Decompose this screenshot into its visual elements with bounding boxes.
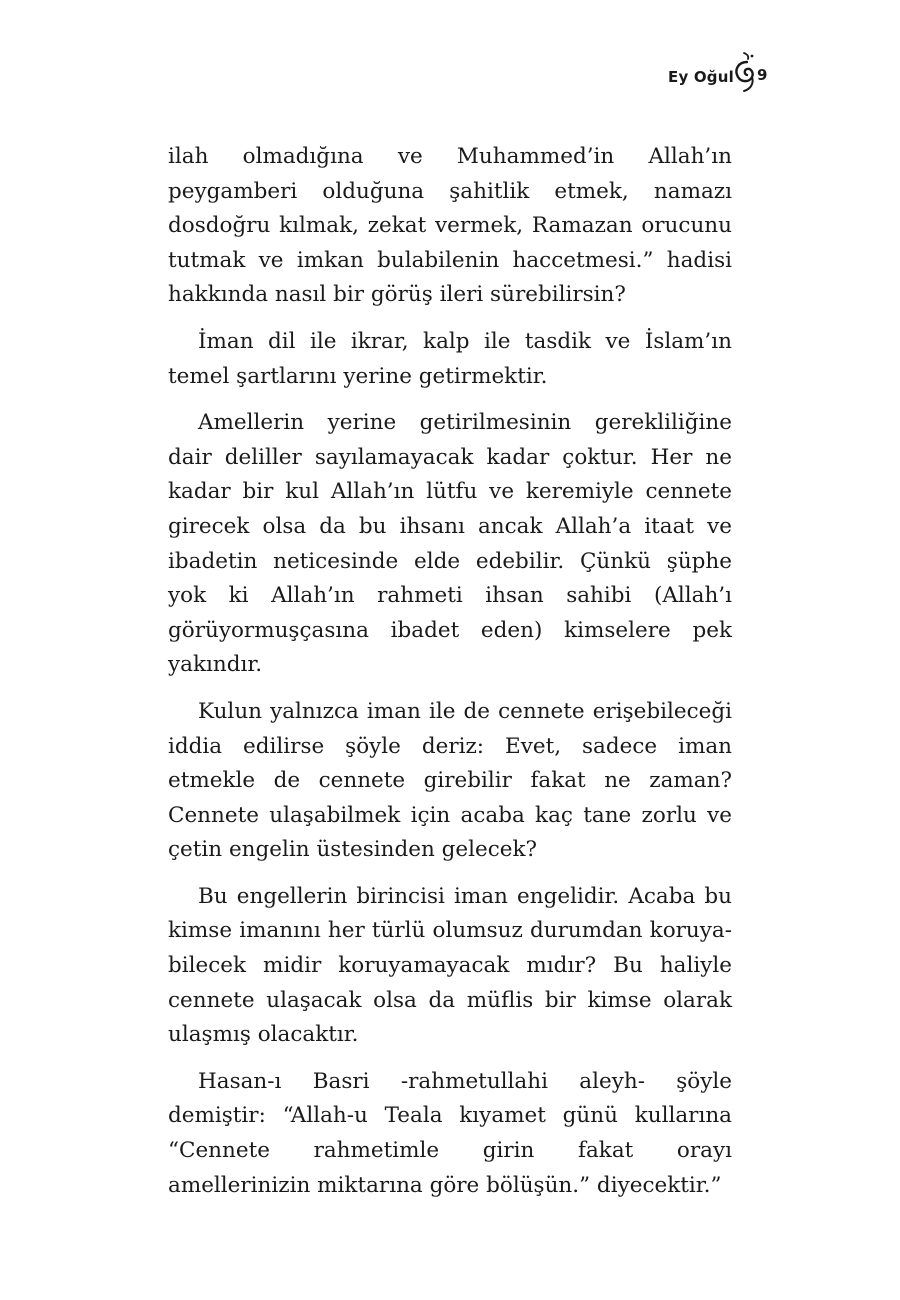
running-header — [660, 62, 780, 96]
paragraph: ilah olmadığına ve Muhammed’in Allah’ın peygamberi olduğuna şahitlik etmek, namazı dosdoğru kılmak, zekat vermek, Ramazan orucunu tutmak ve imkan bulabilenin haccetmesi.” hadisi hakkında nasıl bir görüş ileri sürebilirsin? — [168, 144, 732, 308]
text-body — [168, 140, 732, 1215]
page-number: 9 — [757, 66, 768, 84]
calligraphy-ornament-icon — [730, 50, 760, 94]
paragraph: Amellerin yerine getirilmesinin gerekliliğine dair deliller sayılamayacak kadar çoktur. Her ne kadar bir kul Allah’ın lütfu ve keremiyle cennete girecek olsa da bu ihsanı ancak Allah’a itaat ve ibadetin neticesinde elde edebilir. Çünkü şüphe yok ki Allah’ın rahmeti ihsan sahibi (Allah’ı görüyormuşçasına ibadet eden) kimselere pek yakındır. — [168, 410, 732, 678]
running-title: Ey Oğul — [668, 68, 734, 86]
paragraph: Bu engellerin birincisi iman engelidir. Acaba bu kimse imanını her türlü olumsuz durumdan koruyabilecek midir koruyamayacak mıdır? Bu haliyle cennete ulaşacak olsa da müflis bir kimse olarak ulaşmış olacaktır. — [168, 883, 732, 1048]
paragraph: Kulun yalnızca iman ile de cennete erişebileceği iddia edilirse şöyle deriz: Evet, sadece iman etmekle de cennete girebilir fakat ne zaman? Cennete ulaşabilmek için acaba kaç tane zorlu ve çetin engelin üstesinden gelecek? — [168, 698, 732, 863]
paragraph: İman dil ile ikrar, kalp ile tasdik ve İslam’ın temel şartlarını yerine getirmektir. — [168, 328, 732, 389]
paragraph: Hasan-ı Basri -rahmetullahi aleyh- şöyle demiştir: “Allah-u Teala kıyamet günü kullarına “Cennete rahmetimle girin fakat orayı amellerinizin miktarına göre bölüşün.” diyecektir.” — [168, 1068, 732, 1198]
